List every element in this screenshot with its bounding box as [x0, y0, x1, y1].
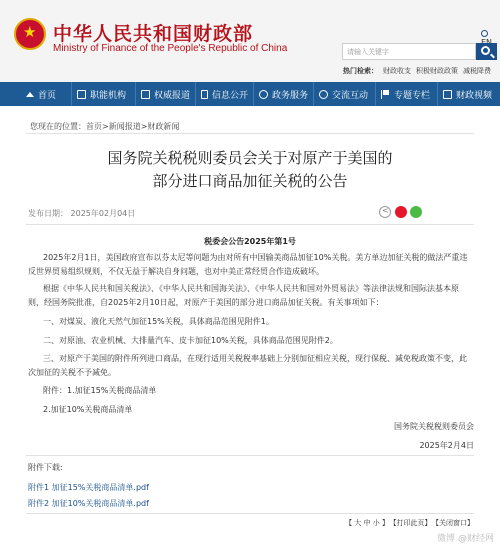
- sign-date: 2025年2月4日: [419, 441, 474, 450]
- nav-item-label: 权威报道: [153, 90, 190, 101]
- article-paragraph: 三、对原产于美国的附件所列进口商品，在现行适用关税税率基础上分别加征相应关税，现行保税、减免税政策不变，此次加征的关税不予减免。: [28, 354, 467, 377]
- nav-item-label: 交流互动: [332, 90, 369, 101]
- search-button[interactable]: [476, 43, 497, 60]
- nav-item-label: 职能机构: [90, 90, 127, 101]
- hot-search-label: 热门检索：: [343, 67, 378, 75]
- nav-item-topic[interactable]: [376, 82, 438, 106]
- site-title-cn[interactable]: 中华人民共和国财政部: [53, 23, 254, 45]
- font-size-switch[interactable]: 【 大 中 小 】: [345, 519, 389, 527]
- report-icon: [141, 90, 150, 99]
- close-window-button[interactable]: 【关闭窗口】: [435, 519, 474, 527]
- site-header: [0, 0, 500, 82]
- divider: [26, 513, 474, 514]
- main-nav: [0, 82, 500, 106]
- video-icon: [443, 90, 452, 99]
- site-title-en: Ministry of Finance of the People's Republic of China: [53, 43, 288, 54]
- article-paragraph: 2025年2月1日，美国政府宣布以芬太尼等问题为由对所有中国输美商品加征10%关税。美方单边加征关税的做法严重违反世界贸易组织规则，不仅无益于解决自身问题，也对中美正常经贸合作造成破坏。: [28, 253, 468, 276]
- breadcrumb[interactable]: 您现在的位置：首页>新闻报道>财政新闻: [30, 122, 180, 131]
- article-paragraph: 根据《中华人民共和国关税法》、《中华人民共和国海关法》、《中华人民共和国对外贸易法》等法律法规和国际法基本原则，经国务院批准，自2025年2月10日起，对原产于美国的部分进口商品加征关税。有关事项如下：: [28, 284, 459, 307]
- divider: [26, 455, 474, 456]
- article-paragraph: 二、对原油、农业机械、大排量汽车、皮卡加征10%关税，具体商品范围见附件2。: [43, 336, 338, 345]
- hot-search-item[interactable]: 减税降费: [463, 67, 491, 75]
- page-tools: [341, 518, 474, 528]
- nav-item-home[interactable]: [0, 82, 72, 106]
- nav-item-info[interactable]: [196, 82, 254, 106]
- nav-item-label: 政务服务: [271, 90, 308, 101]
- wechat-share-icon[interactable]: [410, 206, 422, 218]
- national-emblem-icon: [14, 18, 46, 50]
- hot-search-item[interactable]: 财政收支: [383, 67, 411, 75]
- downloads-title: 附件下载:: [28, 463, 63, 472]
- nav-item-video[interactable]: [438, 82, 500, 106]
- globe-icon: [481, 30, 488, 37]
- chat-icon: [319, 90, 328, 99]
- share-icon[interactable]: [379, 206, 391, 218]
- download-link[interactable]: 附件2 加征10%关税商品清单.pdf: [28, 499, 149, 508]
- nav-item-label: 专题专栏: [394, 90, 431, 101]
- nav-item-label: 首页: [38, 90, 57, 101]
- attachment-line: 2.加征10%关税商品清单: [43, 405, 133, 414]
- article-paragraph: 一、对煤炭、液化天然气加征15%关税，具体商品范围见附件1。: [43, 317, 274, 326]
- divider: [26, 133, 474, 134]
- download-link[interactable]: 附件1 加征15%关税商品清单.pdf: [28, 483, 149, 492]
- hot-search-item[interactable]: 积极财政政策: [416, 67, 458, 75]
- watermark: 微博 @财经网: [437, 534, 494, 544]
- print-button[interactable]: 【打印此页】: [393, 519, 432, 527]
- home-icon: [26, 92, 34, 97]
- search-input[interactable]: 请输入关键字: [342, 43, 476, 60]
- info-icon: [201, 90, 208, 99]
- nav-item-label: 财政视频: [456, 90, 493, 101]
- weibo-share-icon[interactable]: [395, 206, 407, 218]
- topic-icon: [381, 90, 390, 99]
- page-title: 国务院关税税则委员会关于对原产于美国的: [107, 149, 393, 167]
- nav-item-chat[interactable]: [314, 82, 376, 106]
- service-icon: [259, 90, 268, 99]
- org-icon: [77, 90, 86, 99]
- signer: 国务院关税税则委员会: [394, 422, 474, 431]
- publish-date: 发布日期： 2025年02月04日: [28, 209, 136, 218]
- document-number: 税委会公告2025年第1号: [204, 237, 296, 246]
- nav-item-org[interactable]: [72, 82, 136, 106]
- divider: [26, 224, 474, 225]
- nav-item-report[interactable]: [136, 82, 196, 106]
- nav-item-service[interactable]: [254, 82, 314, 106]
- hot-search: [343, 66, 496, 76]
- search-icon: [481, 46, 490, 55]
- nav-item-label: 信息公开: [211, 90, 248, 101]
- attachment-line: 附件：1.加征15%关税商品清单: [43, 386, 157, 395]
- page-title: 部分进口商品加征关税的公告: [152, 172, 348, 190]
